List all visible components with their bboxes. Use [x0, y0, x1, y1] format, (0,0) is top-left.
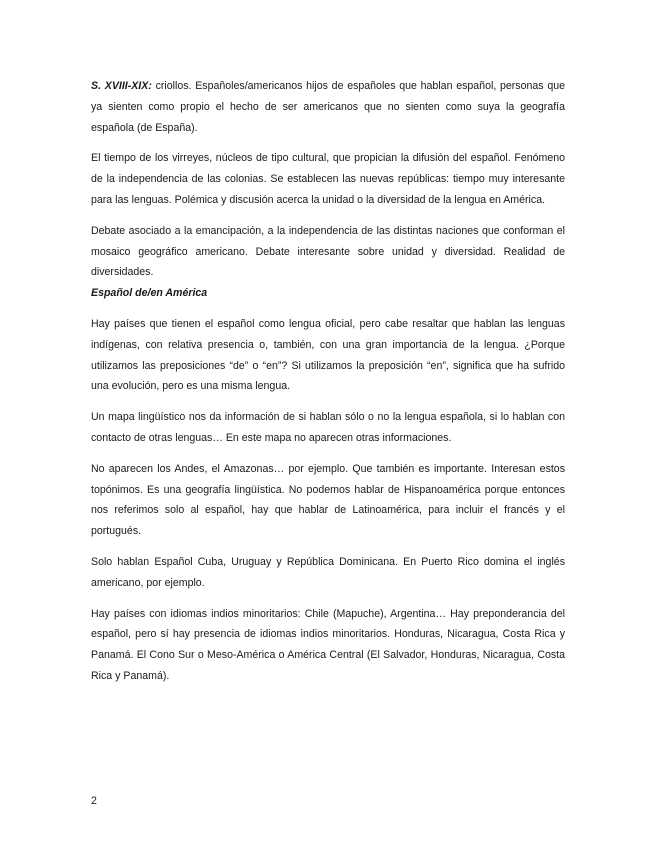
- linguistic-map-paragraph: Un mapa lingüístico nos da información de si hablan sólo o no la lengua española, si lo hablan con contacto de otras lenguas… En este mapa no aparecen otras informaciones.: [91, 411, 565, 444]
- intro-paragraph: [91, 76, 565, 138]
- toponyms-paragraph: No aparecen los Andes, el Amazonas… por ejemplo. Que también es importante. Interesan estos topónimos. Es una geografía lingüística. No podemos hablar de Hispanoamérica porque entonces nos referimos solo al español, hay que hablar de Latinoamérica, para incluir el francés y el portugués.: [91, 462, 565, 538]
- emancipation-paragraph: Debate asociado a la emancipación, a la independencia de las distintas naciones que conforman el mosaico geográfico americano. Debate interesante sobre unidad y diversidad. Realidad de diversidades.: [91, 224, 565, 279]
- period-label: S. XVIII-XIX:: [91, 80, 152, 92]
- virreyes-paragraph: El tiempo de los virreyes, núcleos de tipo cultural, que propician la difusión del español. Fenómeno de la independencia de las colonias. Se establecen las nuevas repúblicas: tiempo muy interesante para las lenguas. Polémica y discusión acerca la unidad o la diversidad de la lengua en América.: [91, 152, 565, 206]
- official-language-paragraph: Hay países que tienen el español como lengua oficial, pero cabe resaltar que hablan las lenguas indígenas, con relativa presencia o, también, con una gran importancia de la lengua. ¿Porque utilizamos las preposiciones “de” o “en”? Si utilizamos la preposición “en”, significa que ha sufrido una evolución, pero es una misma lengua.: [91, 317, 565, 393]
- spanish-only-countries-paragraph: Solo hablan Español Cuba, Uruguay y República Dominicana. En Puerto Rico domina el inglés americano, por ejemplo.: [91, 555, 565, 589]
- page-content: [91, 76, 565, 687]
- minority-languages-paragraph: Hay países con idiomas indios minoritarios: Chile (Mapuche), Argentina… Hay preponderancia del español, pero sí hay presencia de idiomas indios minoritarios. Honduras, Nicaragua, Costa Rica y Panamá. El Cono Sur o Meso-América o América Central (El Salvador, Honduras, Nicaragua, Costa Rica y Panamá).: [91, 607, 565, 682]
- page-number: 2: [91, 795, 97, 807]
- intro-text: criollos. Españoles/americanos hijos de españoles que hablan español, personas que ya sienten como propio el hecho de ser americanos que no sienten como suya la geografía española (de España).: [91, 80, 565, 134]
- section-heading: Español de/en América: [91, 287, 208, 300]
